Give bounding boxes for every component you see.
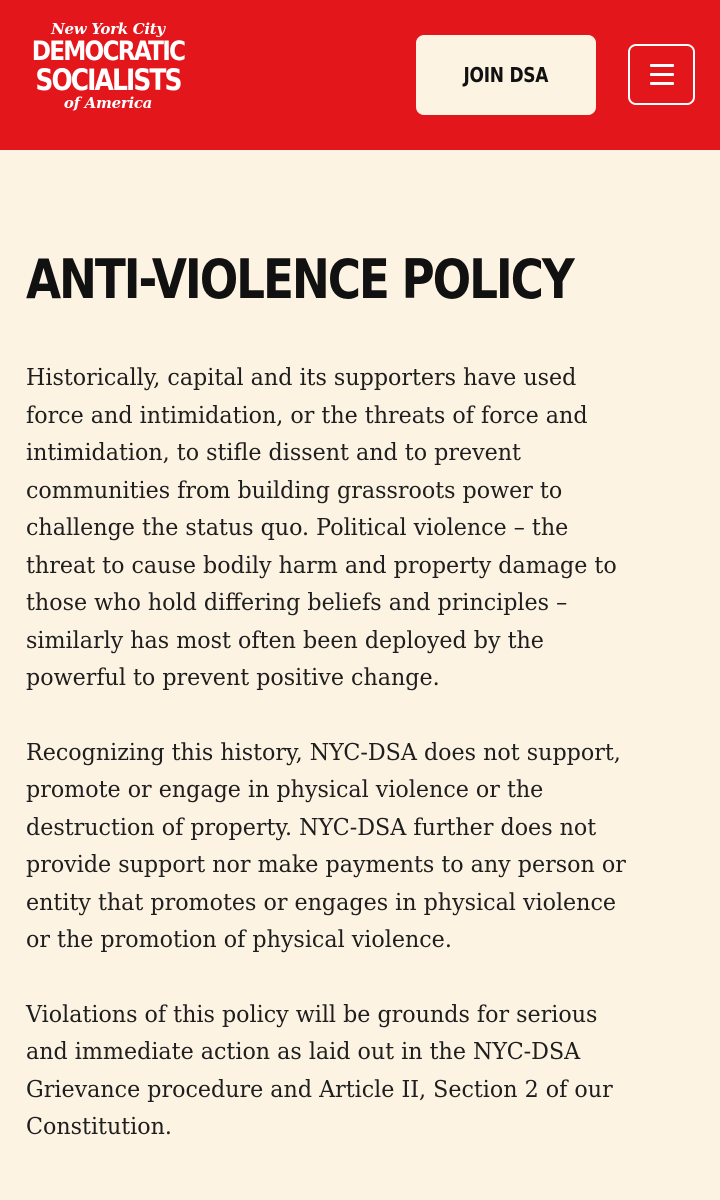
policy-paragraph-3 — [26, 997, 702, 1147]
nyc-dsa-logo[interactable] — [18, 20, 198, 128]
menu-bar-middle — [650, 73, 674, 76]
logo-top-text: New York City — [51, 20, 165, 38]
menu-bar-top — [650, 64, 674, 67]
text-line: and immediate action as laid out in the NYC-DSA — [26, 1039, 581, 1065]
text-line: provide support nor make payments to any person or — [26, 852, 626, 878]
text-line: entity that promotes or engages in physical violence — [26, 889, 617, 916]
text-line: threat to cause bodily harm and property damage to — [26, 552, 617, 579]
policy-paragraph-1 — [26, 360, 702, 698]
text-line: or the promotion of physical violence. — [26, 927, 452, 953]
text-line: promote or engage in physical violence or the — [26, 777, 544, 803]
policy-content — [26, 360, 720, 1184]
page-title: ANTI-VIOLENCE POLICY — [26, 248, 573, 311]
logo-bottom-text: of America — [63, 94, 153, 112]
join-dsa-button[interactable] — [416, 35, 596, 115]
join-dsa-label: JOIN DSA — [463, 63, 549, 87]
text-line: similarly has most often been deployed by the — [26, 627, 544, 654]
text-line: Constitution. — [26, 1114, 173, 1140]
text-line: challenge the status quo. Political violence – the — [26, 515, 569, 541]
text-line: Historically, capital and its supporters have used — [26, 365, 577, 391]
text-line: those who hold differing beliefs and principles – — [26, 590, 568, 616]
site-header — [0, 0, 720, 150]
text-line: Violations of this policy will be grounds for serious — [26, 1001, 598, 1028]
text-line: powerful to prevent positive change. — [26, 665, 440, 691]
menu-bar-bottom — [650, 82, 674, 85]
text-line: intimidation, to stifle dissent and to prevent — [26, 440, 521, 466]
text-line: Recognizing this history, NYC-DSA does not support, — [26, 739, 621, 766]
menu-button[interactable] — [628, 44, 695, 105]
text-line: destruction of property. NYC-DSA further does not — [26, 814, 597, 841]
text-line: communities from building grassroots power to — [26, 477, 563, 504]
text-line: force and intimidation, or the threats of force and — [26, 402, 588, 429]
logo-line-2: SOCIALISTS — [35, 63, 181, 97]
logo-line-1: DEMOCRATIC — [31, 36, 185, 67]
policy-paragraph-2 — [26, 735, 702, 960]
text-line: Grievance procedure and Article II, Section 2 of our — [26, 1076, 613, 1103]
